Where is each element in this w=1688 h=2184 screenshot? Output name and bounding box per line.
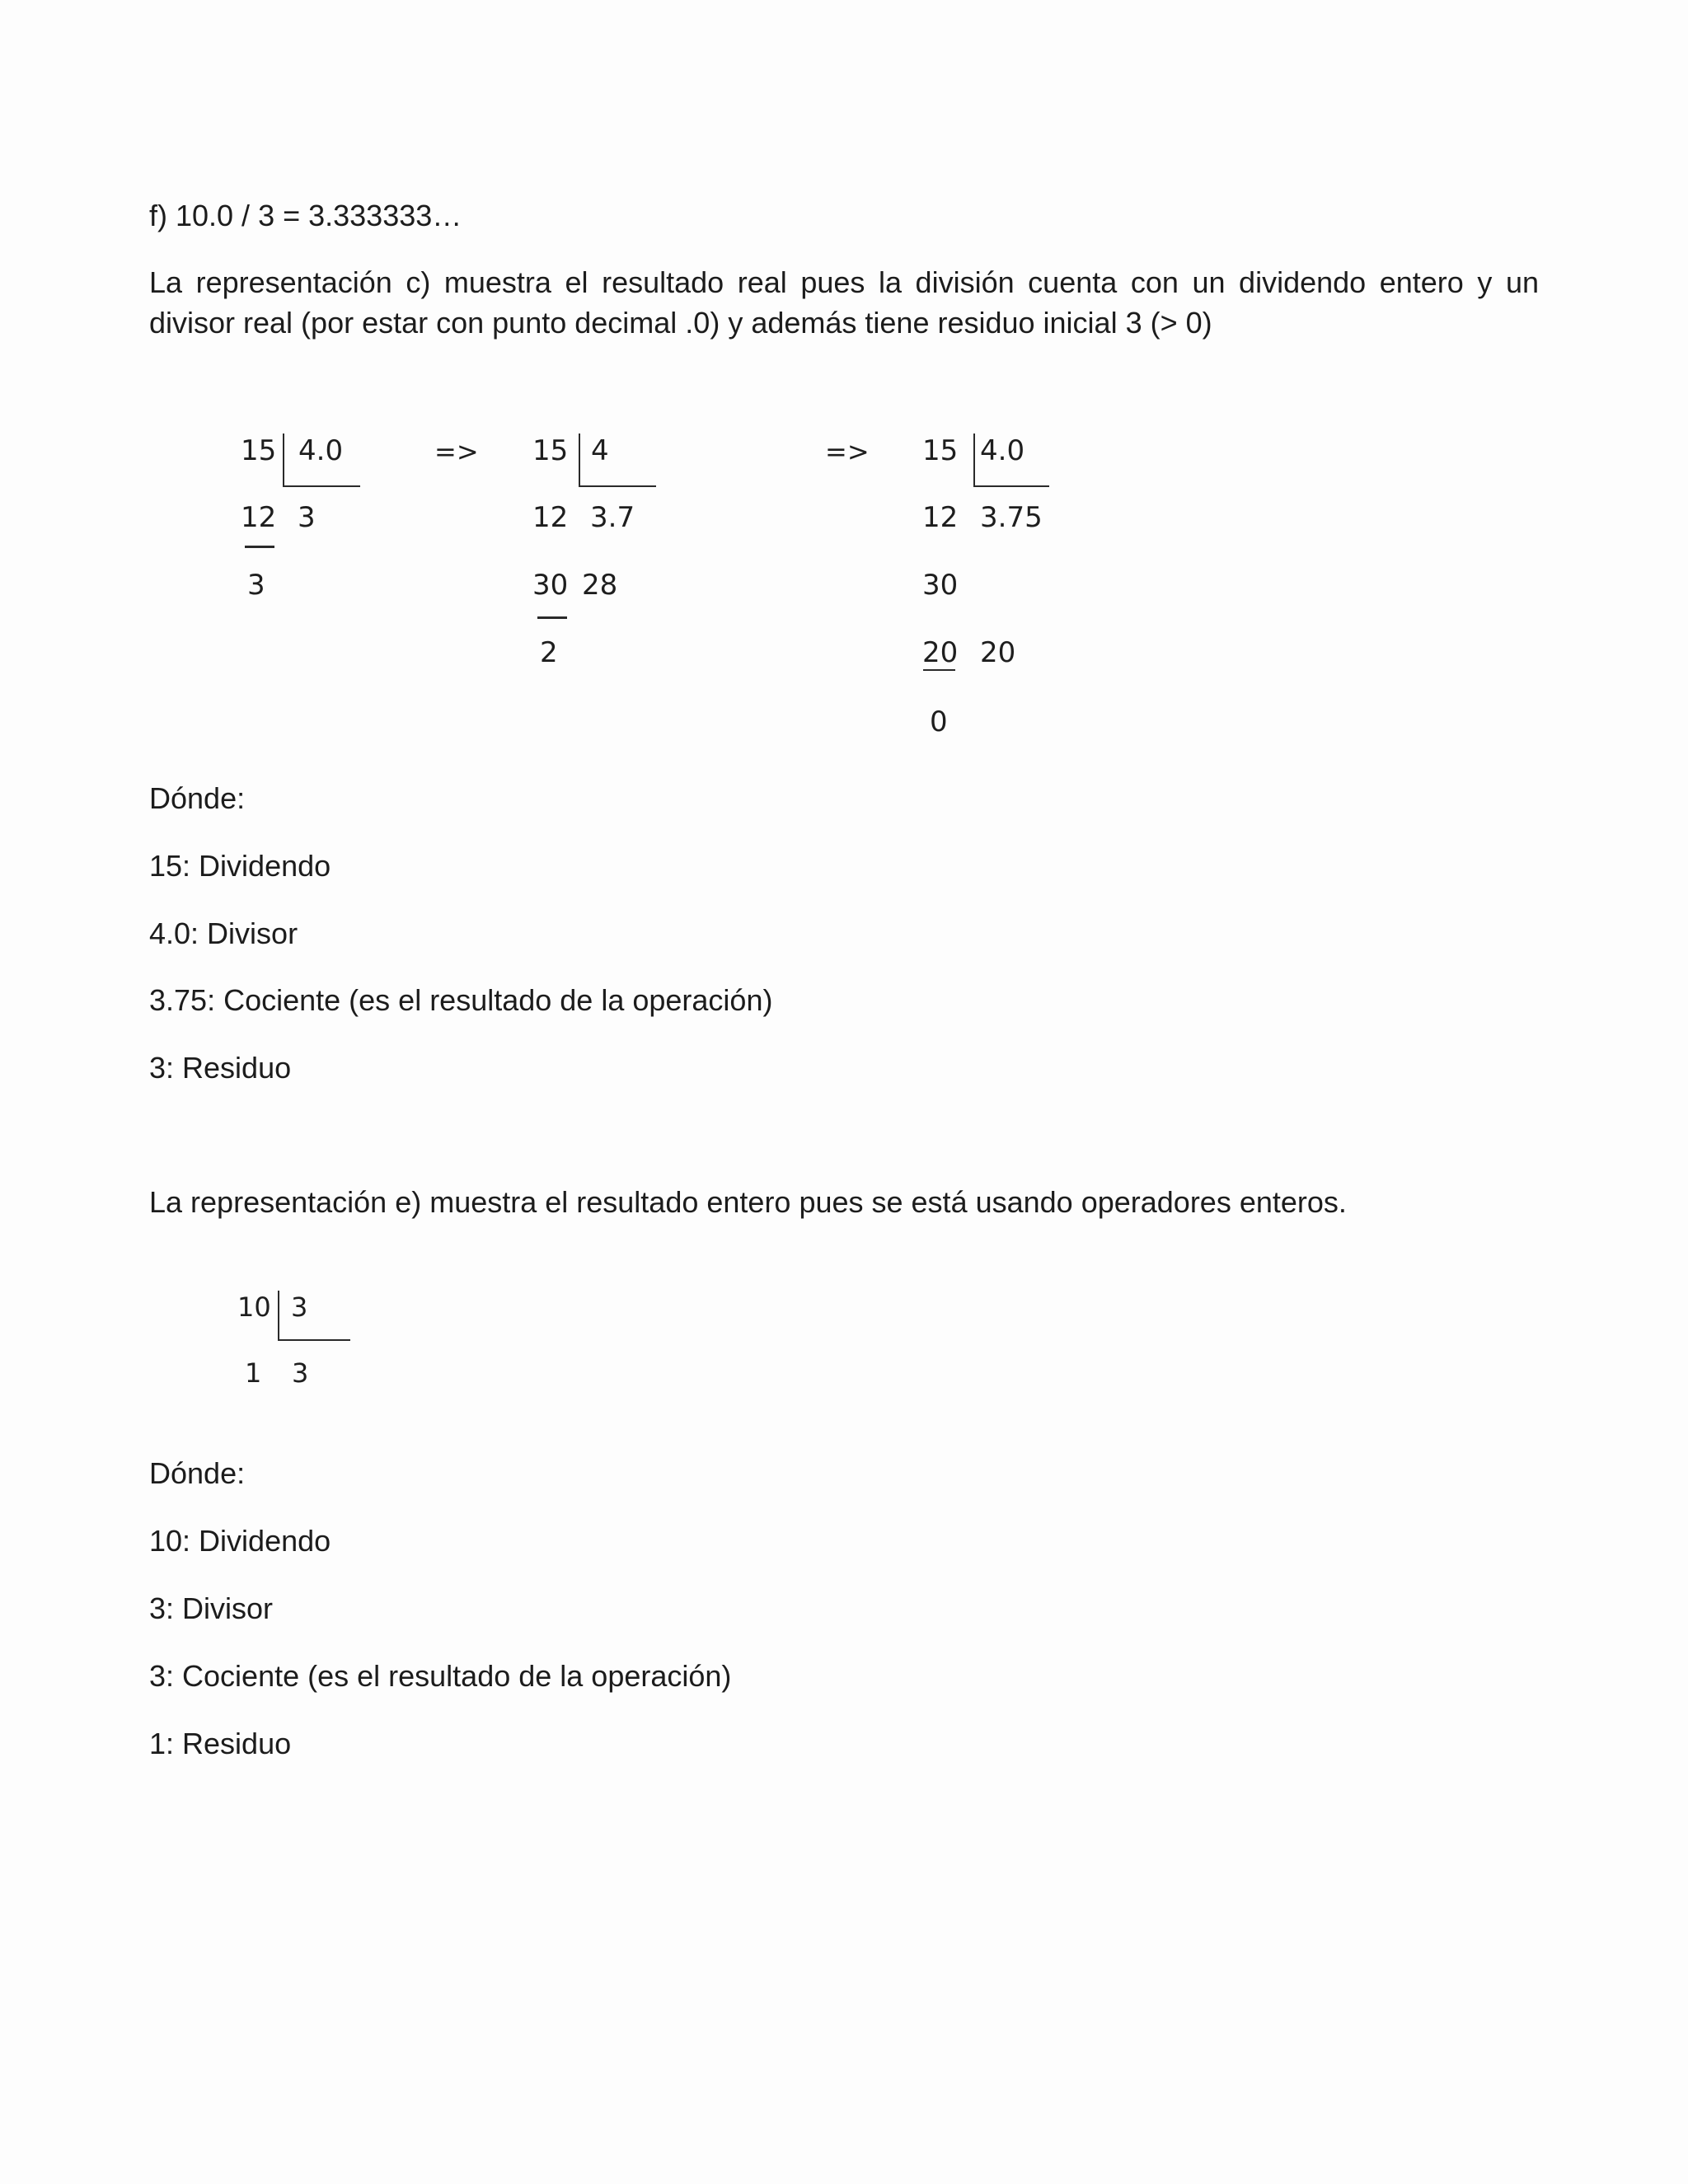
division-vertical-bar bbox=[579, 434, 580, 486]
subtrahend: 12 bbox=[241, 501, 277, 534]
item-f-heading: f) 10.0 / 3 = 3.333333… bbox=[149, 199, 462, 232]
legend-c-item: 15: Dividendo bbox=[149, 849, 331, 883]
division-horizontal-bar bbox=[283, 485, 360, 487]
remainder: 3 bbox=[247, 569, 265, 602]
subtrahend: 28 bbox=[582, 569, 618, 602]
remainder: 1 bbox=[245, 1357, 262, 1389]
subtraction-line bbox=[245, 546, 274, 548]
paragraph-representation-c bbox=[149, 262, 1539, 343]
paragraph-c-line-1: La representación c) muestra el resultado real pues la división cuenta con un dividendo entero y un bbox=[149, 265, 1539, 299]
arrow-step2-to-step3: => bbox=[825, 436, 870, 467]
legend-e-item: 1: Residuo bbox=[149, 1727, 292, 1760]
legend-e-heading: Dónde: bbox=[149, 1456, 246, 1490]
divisor: 4 bbox=[591, 434, 609, 467]
new-dividend: 30 bbox=[922, 569, 959, 602]
legend-e-item: 3: Cociente (es el resultado de la operación) bbox=[149, 1659, 732, 1693]
division-horizontal-bar bbox=[973, 485, 1049, 487]
divisor: 4.0 bbox=[980, 434, 1025, 467]
division-horizontal-bar bbox=[278, 1339, 350, 1341]
quotient: 3 bbox=[298, 501, 316, 534]
quotient: 3.75 bbox=[980, 501, 1043, 534]
subtraction-line bbox=[537, 616, 567, 619]
subtrahend: 20 bbox=[980, 636, 1016, 669]
partial-quotient: 3.7 bbox=[590, 501, 635, 534]
paragraph-c-line-2: divisor real (por estar con punto decimal .0) y además tiene residuo inicial 3 (> 0) bbox=[149, 306, 1212, 340]
paragraph-representation-e: La representación e) muestra el resultado entero pues se está usando operadores enteros. bbox=[149, 1185, 1347, 1219]
subtrahend: 12 bbox=[532, 501, 569, 534]
legend-c-item: 3: Residuo bbox=[149, 1051, 292, 1085]
division-vertical-bar bbox=[278, 1291, 279, 1340]
remainder: 0 bbox=[930, 705, 948, 738]
division-horizontal-bar bbox=[579, 485, 656, 487]
legend-e-item: 10: Dividendo bbox=[149, 1524, 331, 1558]
legend-c-item: 3.75: Cociente (es el resultado de la operación) bbox=[149, 983, 773, 1017]
legend-c-item: 4.0: Divisor bbox=[149, 916, 298, 950]
division-vertical-bar bbox=[973, 434, 975, 486]
legend-e-item: 3: Divisor bbox=[149, 1591, 274, 1625]
divisor: 3 bbox=[291, 1291, 308, 1323]
new-dividend: 30 bbox=[532, 569, 569, 602]
subtraction-line bbox=[923, 669, 955, 671]
divisor: 4.0 bbox=[298, 434, 344, 467]
division-vertical-bar bbox=[283, 434, 284, 486]
dividend: 10 bbox=[237, 1291, 271, 1323]
dividend: 15 bbox=[241, 434, 277, 467]
dividend: 15 bbox=[922, 434, 959, 467]
subtrahend: 12 bbox=[922, 501, 959, 534]
legend-c-heading: Dónde: bbox=[149, 781, 246, 815]
quotient: 3 bbox=[292, 1357, 309, 1389]
dividend: 15 bbox=[532, 434, 569, 467]
remainder: 2 bbox=[540, 636, 558, 669]
arrow-step1-to-step2: => bbox=[434, 436, 479, 467]
new-dividend: 20 bbox=[922, 636, 959, 669]
